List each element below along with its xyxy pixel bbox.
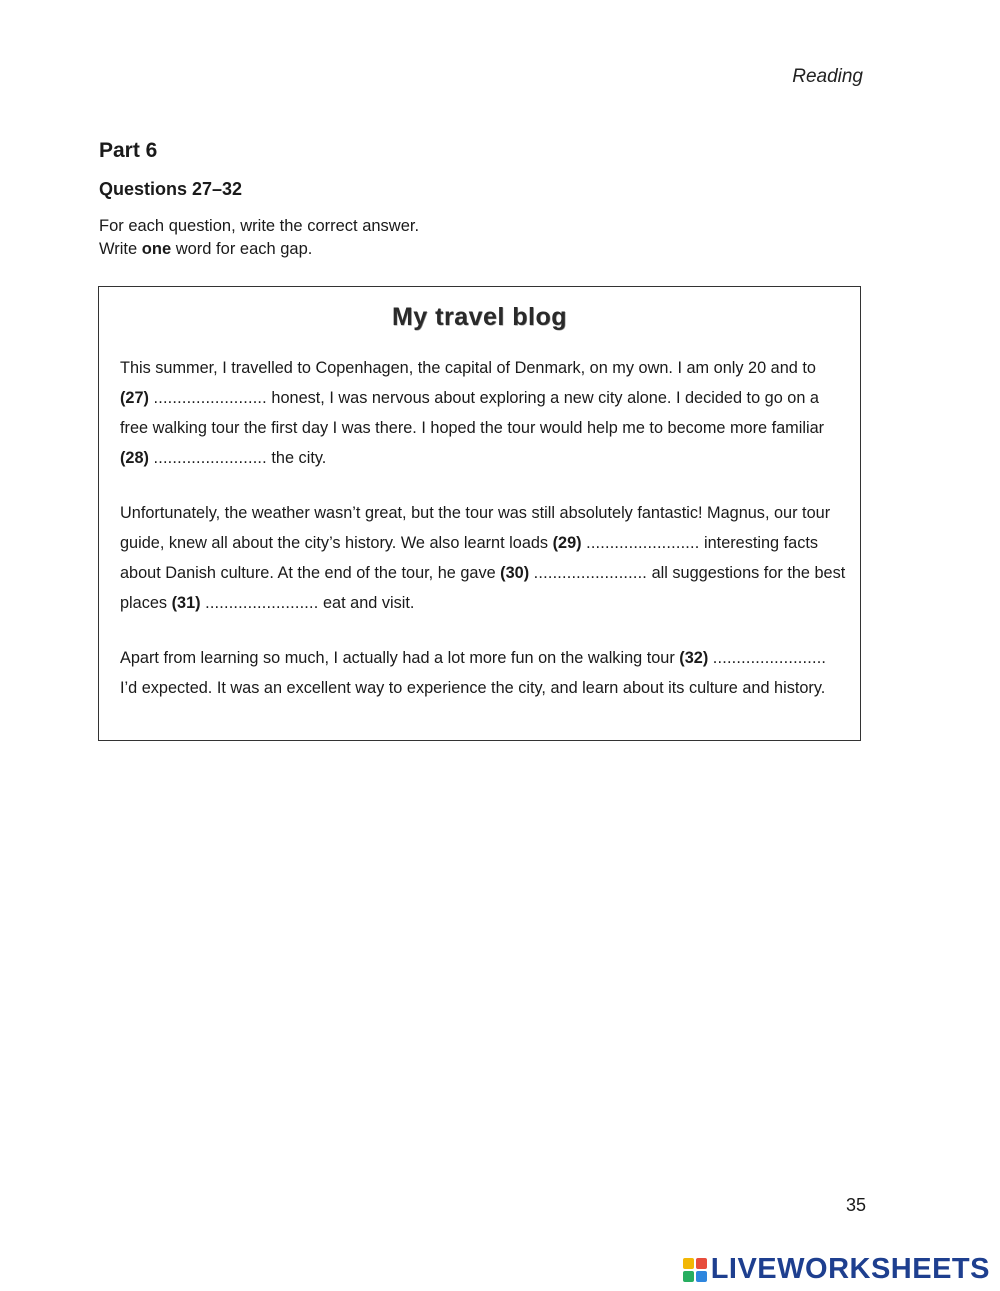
- gap-31-blank[interactable]: ........................: [205, 594, 319, 612]
- gap-27-blank[interactable]: ........................: [153, 389, 267, 407]
- instructions: [99, 215, 419, 261]
- page-number: 35: [845, 1195, 866, 1215]
- text-segment: interesting facts about Danish culture. At the end of the tour, he gave: [120, 534, 819, 582]
- liveworksheets-logo[interactable]: [683, 1253, 990, 1286]
- gap-30-number: (30): [500, 564, 530, 582]
- text-segment: Unfortunately, the weather wasn’t great, but the tour was still absolutely fantastic! Magnus, our tour guide, knew all about the city’s history. We also learnt loads: [120, 504, 831, 552]
- text-segment: all suggestions for the best places: [120, 564, 846, 612]
- gap-29-number: (29): [552, 534, 582, 552]
- blog-title: My travel blog: [391, 303, 568, 331]
- text-segment: I’d expected. It was an excellent way to experience the city, and learn about its culture and history.: [120, 679, 826, 697]
- blog-paragraph-2: [120, 498, 846, 618]
- logo-blocks-icon: [683, 1258, 707, 1282]
- blog-paragraph-3: [120, 643, 846, 703]
- gap-28-number: (28): [120, 449, 149, 467]
- instruction-line-2: [99, 238, 419, 261]
- blog-box: [98, 286, 861, 741]
- gap-27-number: (27): [120, 389, 149, 407]
- text-segment: honest, I was nervous about exploring a new city alone. I decided to go on a free walking tour the first day I was there. I hoped the tour would help me to become more familiar: [120, 389, 825, 437]
- instruction-suffix: word for each gap.: [171, 240, 313, 258]
- text-segment: Apart from learning so much, I actually had a lot more fun on the walking tour: [120, 649, 680, 667]
- gap-31-number: (31): [171, 594, 201, 612]
- text-segment: eat and visit.: [318, 594, 415, 612]
- logo-text: LIVEWORKSHEETS: [710, 1253, 990, 1285]
- gap-32-number: (32): [679, 649, 709, 667]
- questions-title: Questions 27–32: [99, 179, 243, 199]
- instruction-emphasis: one: [141, 240, 172, 258]
- blog-paragraph-1: [120, 353, 846, 473]
- instruction-prefix: Write: [99, 240, 142, 258]
- text-segment: the city.: [266, 449, 327, 467]
- gap-28-blank[interactable]: ........................: [153, 449, 267, 467]
- gap-32-blank[interactable]: ........................: [712, 649, 827, 667]
- gap-30-blank[interactable]: ........................: [533, 564, 648, 582]
- section-label: Reading: [792, 66, 863, 87]
- text-segment: This summer, I travelled to Copenhagen, the capital of Denmark, on my own. I am only 20 and to: [120, 359, 816, 377]
- instruction-line-1: For each question, write the correct answer.: [99, 217, 420, 235]
- gap-29-blank[interactable]: ........................: [586, 534, 700, 552]
- part-title: Part 6: [99, 139, 158, 162]
